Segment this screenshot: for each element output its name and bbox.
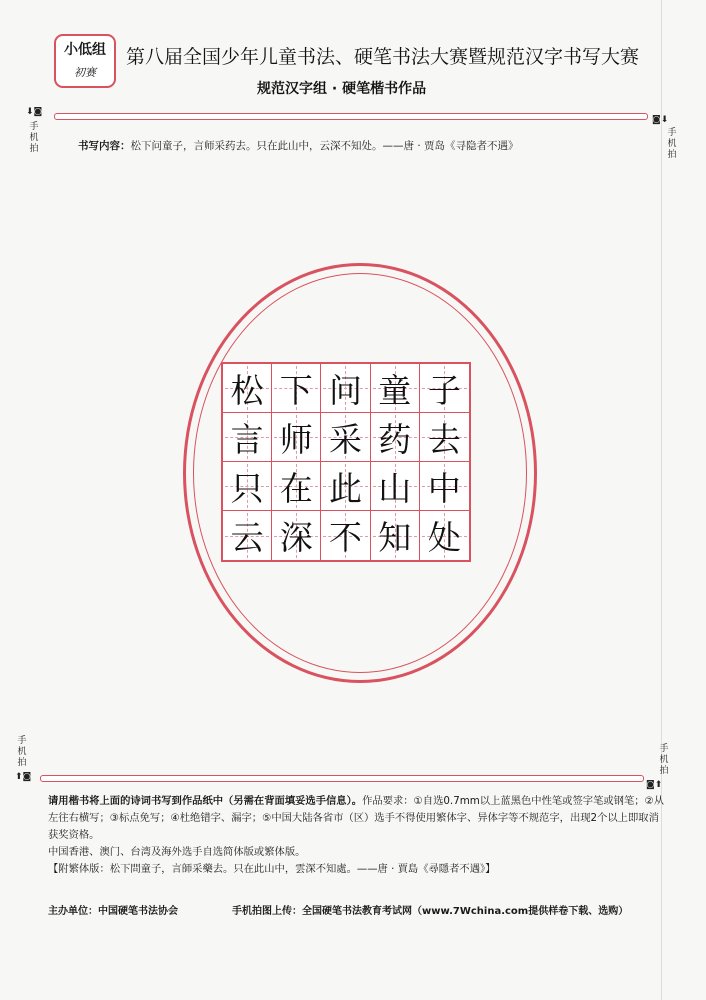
writing-content (78, 138, 519, 153)
bottom-rule (40, 775, 644, 782)
side-label-top-right: 手机拍 (667, 128, 677, 160)
grid-cell: 师 (272, 413, 321, 462)
instructions-overseas: 中国香港、澳门、台湾及海外选手自选简体版或繁体版。 (48, 846, 306, 858)
grid-cell: 子 (420, 364, 469, 413)
grid-cell: 处 (420, 511, 469, 560)
camera-icon-bottom-left: ⬆◙ (15, 772, 32, 782)
instructions-requirements: 作品要求：①自选0.7mm以上蓝黑色中性笔或签字笔或钢笔；②从左往右横写；③标点免写；④杜绝错字、漏字；⑤中国大陆各省市（区）选手不得使用繁体字、异体字等不规范字，出现2个以上即取消获奖资格。 (48, 795, 665, 841)
writing-content-text: 松下问童子，言师采药去。只在此山中，云深不知处。——唐 · 贾岛《寻隐者不遇》 (130, 140, 519, 152)
grid-cell: 去 (420, 413, 469, 462)
camera-icon-top-right: ◙⬇ (652, 115, 669, 125)
upload-info: 手机拍图上传：全国硬笔书法教育考试网（www.7Wchina.com提供样卷下载、选购） (232, 906, 629, 917)
grid-cell: 知 (371, 511, 420, 560)
badge-stage: 初赛 (74, 66, 96, 79)
grid-cell: 问 (321, 364, 370, 413)
top-rule (54, 113, 648, 120)
grid-cell: 采 (321, 413, 370, 462)
side-label-bottom-right: 手机拍 (659, 744, 669, 776)
grid-cell: 不 (321, 511, 370, 560)
side-label-bottom-left: 手机拍 (17, 736, 27, 768)
grid-cell: 下 (272, 364, 321, 413)
grid-cell: 深 (272, 511, 321, 560)
side-label-top-left: 手机拍 (29, 122, 39, 154)
instructions-traditional: 【附繁体版：松下問童子，言師采藥去。只在此山中，雲深不知處。——唐 · 賈島《尋隱者不遇》】 (48, 863, 496, 875)
badge-group: 小低组 (64, 42, 106, 58)
instructions (48, 793, 668, 878)
grid-cell: 在 (272, 462, 321, 511)
group-badge (54, 34, 116, 88)
grid-cell: 此 (321, 462, 370, 511)
instructions-lead: 请用楷书将上面的诗词书写到作品纸中（另需在背面填妥选手信息）。 (48, 795, 363, 807)
organizer: 主办单位：中国硬笔书法协会 (48, 906, 178, 917)
grid-cell: 药 (371, 413, 420, 462)
page-title: 第八届全国少年儿童书法、硬笔书法大赛暨规范汉字书写大赛 (126, 46, 640, 68)
character-grid (221, 362, 471, 562)
grid-cell: 中 (420, 462, 469, 511)
camera-icon-top-left: ⬇◙ (26, 107, 43, 117)
grid-cell: 松 (223, 364, 272, 413)
page-subtitle: 规范汉字组 · 硬笔楷书作品 (257, 81, 427, 97)
grid-cell: 只 (223, 462, 272, 511)
writing-content-label: 书写内容： (78, 140, 131, 152)
camera-icon-bottom-right: ◙⬆ (646, 780, 663, 790)
grid-cell: 童 (371, 364, 420, 413)
grid-cell: 山 (371, 462, 420, 511)
grid-cell: 言 (223, 413, 272, 462)
grid-cell: 云 (223, 511, 272, 560)
